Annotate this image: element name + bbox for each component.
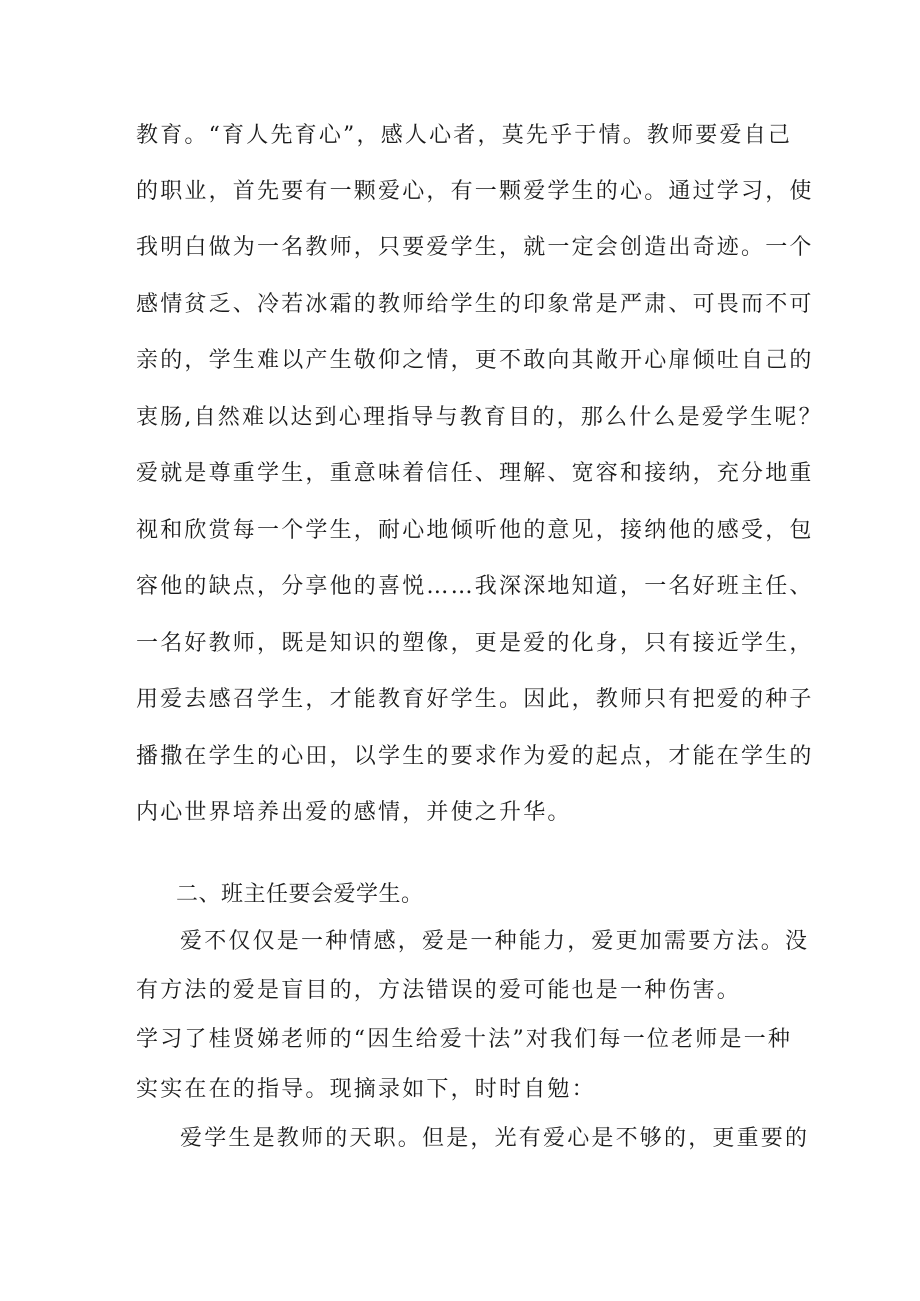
paragraph-line: 感情贫乏、冷若冰霜的教师给学生的印象常是严肃、可畏而不可 (136, 292, 814, 317)
paragraph-line: 我明白做为一名教师，只要爱学生，就一定会创造出奇迹。一个 (136, 235, 814, 260)
paragraph-line: 内心世界培养出爱的感情，并使之升华。 (136, 800, 572, 825)
paragraph-line: 用爱去感召学生，才能教育好学生。因此，教师只有把爱的种子 (136, 687, 814, 712)
paragraph-line: 衷肠,自然难以达到心理指导与教育目的，那么什么是爱学生呢？ (136, 405, 823, 430)
paragraph-line: 播撒在学生的心田，以学生的要求作为爱的起点，才能在学生的 (136, 744, 814, 769)
paragraph-line: 的职业，首先要有一颗爱心，有一颗爱学生的心。通过学习，使 (136, 179, 814, 204)
paragraph-line: 亲的，学生难以产生敬仰之情，更不敢向其敞开心扉倾吐自己的 (136, 348, 814, 373)
paragraph-line: 容他的缺点，分享他的喜悦……我深深地知道，一名好班主任、 (136, 574, 814, 599)
paragraph-line: 爱学生是教师的天职。但是，光有爱心是不够的，更重要的 (180, 1126, 810, 1151)
paragraph-line: 教育。“育人先育心”，感人心者，莫先乎于情。教师要爱自己 (136, 123, 793, 148)
paragraph-line: 实实在在的指导。现摘录如下，时时自勉： (136, 1077, 596, 1102)
paragraph-line: 爱不仅仅是一种情感，爱是一种能力，爱更加需要方法。没 (180, 929, 810, 954)
paragraph-line: 学习了桂贤娣老师的“因生给爱十法”对我们每一位老师是一种 (136, 1027, 793, 1052)
paragraph-line: 爱就是尊重学生，重意味着信任、理解、宽容和接纳，充分地重 (136, 461, 814, 486)
paragraph-line: 视和欣赏每一个学生，耐心地倾听他的意见，接纳他的感受，包 (136, 518, 814, 543)
paragraph-line: 有方法的爱是盲目的，方法错误的爱可能也是一种伤害。 (136, 978, 742, 1003)
paragraph-line: 一名好教师，既是知识的塑像，更是爱的化身，只有接近学生， (136, 631, 814, 656)
section-heading: 二、班主任要会爱学生。 (176, 882, 424, 907)
